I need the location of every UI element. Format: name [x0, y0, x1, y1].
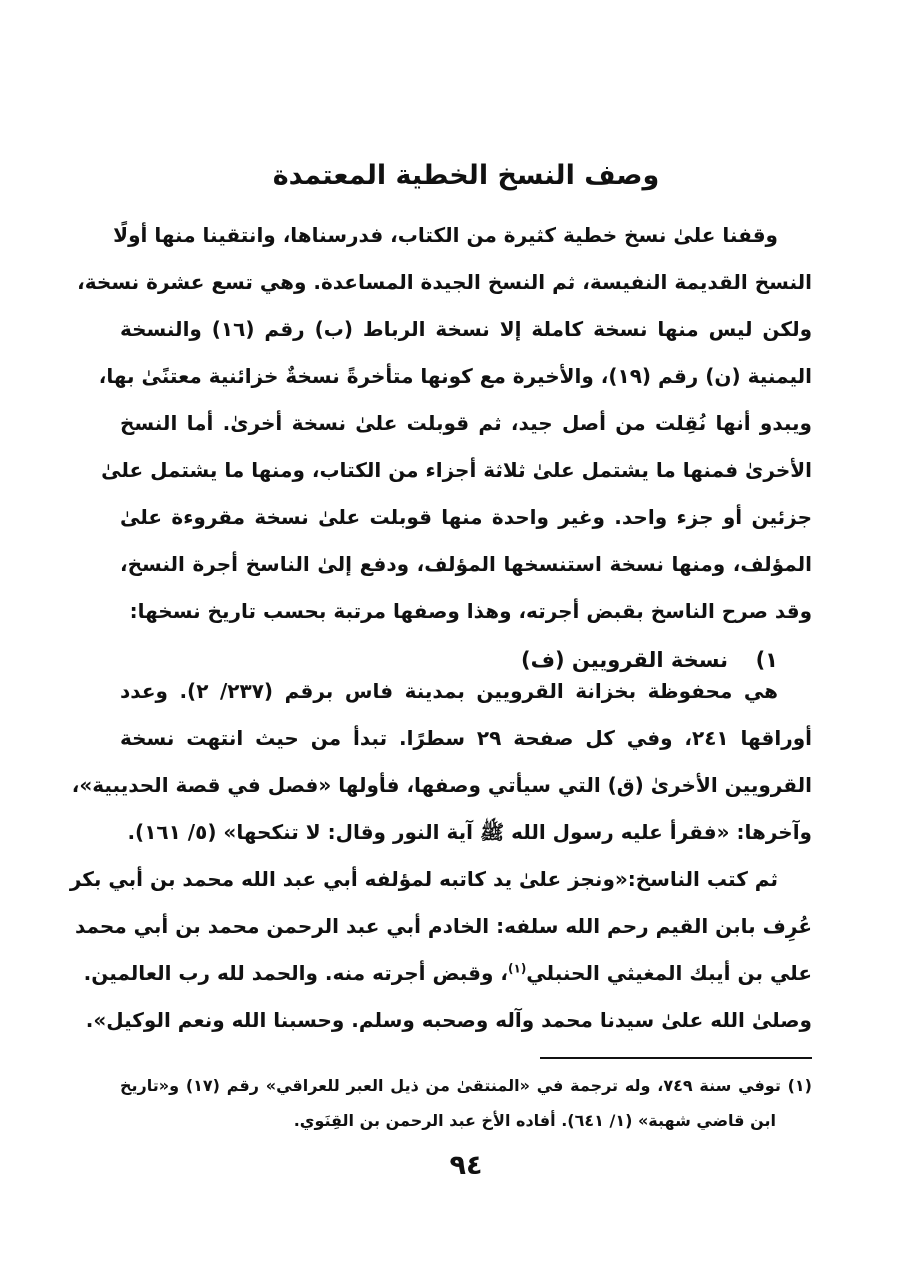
- colophon-paragraph: [69, 856, 812, 1044]
- section-heading-text: نسخة القرويين (ف): [520, 648, 728, 672]
- section-number: ١): [755, 648, 778, 672]
- text-line: اليمنية (ن) رقم (١٩)، والأخيرة مع كونها متأخرةً نسخةٌ خزائنية معتنًىٰ بها،: [98, 364, 812, 388]
- text-line: النسخ القديمة النفيسة، ثم النسخ الجيدة المساعدة. وهي تسع عشرة نسخة،: [77, 270, 812, 294]
- text-line: ويبدو أنها نُقِلت من أصل جيد، ثم قوبلت علىٰ نسخة أخرىٰ. أما النسخ: [120, 411, 812, 435]
- text-line: المؤلف، ومنها نسخة استنسخها المؤلف، ودفع إلىٰ الناسخ أجرة النسخ،: [120, 552, 812, 576]
- intro-paragraph: [77, 212, 813, 685]
- text-line: هي محفوظة بخزانة القرويين بمدينة فاس برقم (٢٣٧/ ٢). وعدد: [120, 679, 778, 703]
- text-line: أوراقها ٢٤١، وفي كل صفحة ٢٩ سطرًا. تبدأ من حيث انتهت نسخة: [120, 726, 812, 750]
- text-segment: ، وقبض أجرته منه. والحمد لله رب العالمين.: [83, 961, 508, 985]
- text-line: وقد صرح الناسخ بقبض أجرته، وهذا وصفها مرتبة بحسب تاريخ نسخها:: [129, 599, 812, 623]
- text-line: وآخرها: «فقرأ عليه رسول الله ﷺ آية النور وقال: لا تنكحها» (٥/ ١٦١).: [127, 820, 812, 844]
- text-segment: علي بن أيبك المغيثي الحنبلي: [526, 961, 812, 985]
- text-line: عُرِف بابن القيم رحم الله سلفه: الخادم أبي عبد الرحمن محمد بن أبي محمد: [74, 914, 812, 938]
- text-line: جزئين أو جزء واحد. وغير واحدة منها قوبلت علىٰ نسخة مقروءة علىٰ: [120, 505, 812, 529]
- text-line: ولكن ليس منها نسخة كاملة إلا نسخة الرباط (ب) رقم (١٦) والنسخة: [120, 317, 813, 341]
- text-line: ثم كتب الناسخ:«ونجز علىٰ يد كاتبه لمؤلفه أبي عبد الله محمد بن أبي بكر: [69, 867, 778, 891]
- footnote-line: ابن قاضي شهبة» (١/ ٦٤١). أفاده الأخ عبد الرحمن بن القِنَوي.: [293, 1111, 776, 1130]
- footnote-marker[interactable]: (١): [508, 961, 527, 976]
- text-line: وقفنا علىٰ نسخ خطية كثيرة من الكتاب، فدرسناها، وانتقينا منها أولًا: [113, 223, 778, 247]
- manuscript-description-paragraph: [71, 668, 812, 856]
- footnote-line: (١) توفي سنة ٧٤٩، وله ترجمة في «المنتقىٰ من ذيل العبر للعراقي» رقم (١٧) و«تاريخ: [120, 1076, 812, 1095]
- text-line: وصلىٰ الله علىٰ سيدنا محمد وآله وصحبه وسلم. وحسبنا الله ونعم الوكيل».: [85, 1008, 812, 1032]
- footnote-separator: [540, 1057, 812, 1059]
- footnote: [120, 1068, 812, 1138]
- book-page: [69, 0, 813, 1271]
- page-number: ٩٤: [449, 1150, 483, 1181]
- text-line-with-footnote: [83, 950, 812, 997]
- text-line: الأخرىٰ فمنها ما يشتمل علىٰ ثلاثة أجزاء من الكتاب، ومنها ما يشتمل علىٰ: [101, 458, 812, 482]
- page-title: وصف النسخ الخطية المعتمدة: [272, 160, 660, 191]
- text-line: القرويين الأخرىٰ (ق) التي سيأتي وصفها، فأولها «فصل في قصة الحديبية»،: [71, 773, 812, 797]
